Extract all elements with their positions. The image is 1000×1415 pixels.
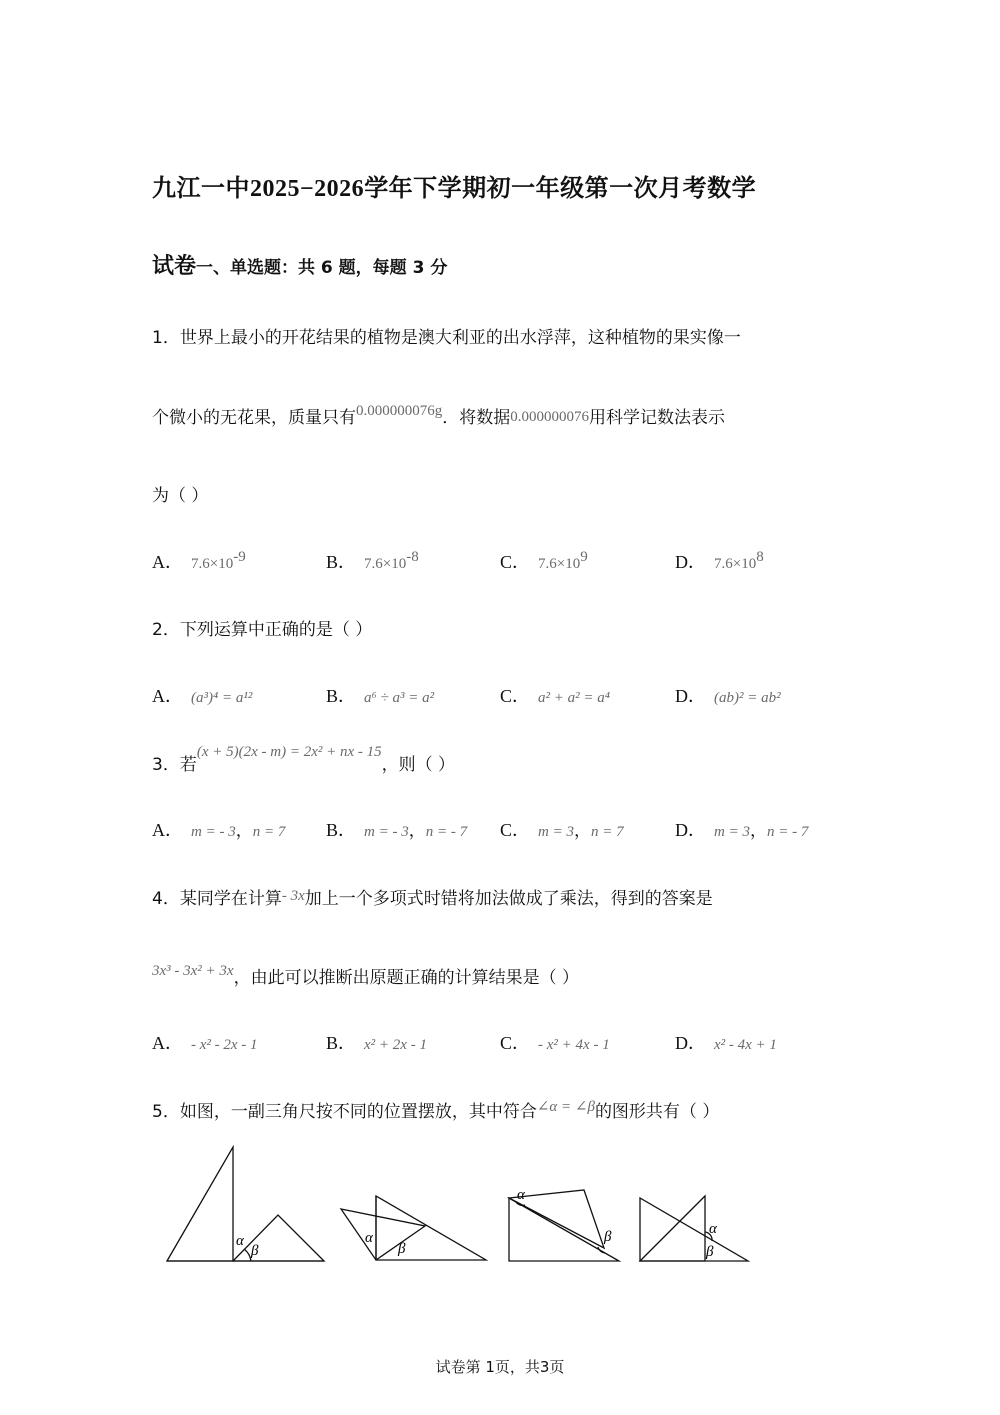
fig2-beta-label: β [398, 1241, 406, 1257]
option-separator: ， [573, 821, 591, 841]
q1-line1: 1．世界上最小的开花结果的植物是澳大利亚的出水浮萍，这种植物的果实像一 [152, 328, 741, 348]
option-value: 7.6×10 [714, 556, 757, 572]
title-suffix: 学年下学期初一年级第一次月考数学 [364, 174, 757, 202]
q1-line2a: 个微小的无花果，质量只有 [152, 408, 356, 428]
option-value: - x² - 2x - 1 [191, 1037, 258, 1053]
q4-answer: 3x³ - 3x² + 3x [152, 963, 234, 979]
option-separator: ， [408, 821, 426, 841]
option-label: C． [500, 1033, 531, 1053]
q2-stem: 2．下列运算中正确的是（ ） [152, 620, 373, 640]
q4-term: - 3x [281, 888, 305, 904]
option-exponent: 8 [756, 549, 764, 565]
q4-line2-text: ，由此可以推断出原题正确的计算结果是（ ） [233, 968, 579, 988]
option-label: C． [500, 686, 531, 706]
option-value: a⁶ ÷ a³ = a² [364, 690, 435, 706]
title-prefix: 九江一中 [152, 174, 250, 202]
option-label: A． [152, 820, 183, 840]
option-n-value: n = - 7 [766, 824, 809, 840]
option-m-value: m = - 3 [191, 824, 236, 840]
option-value: 7.6×10 [538, 556, 581, 572]
option-label: B． [326, 1033, 357, 1053]
q3-prefix: 3．若 [152, 755, 197, 775]
q5-condition: ∠α = ∠β [536, 1099, 595, 1115]
figure-3 [509, 1190, 619, 1261]
option-m-value: m = 3 [714, 824, 750, 840]
option-separator: ， [235, 821, 253, 841]
q1-line2b: ．将数据 [442, 408, 511, 428]
figure-4 [640, 1196, 748, 1261]
option-value: a² + a² = a⁴ [538, 690, 610, 706]
option-label: C． [500, 820, 531, 840]
q1-mass: 0.000000076g [356, 403, 443, 419]
page-footer: 试卷第 1页，共3页 [435, 1358, 565, 1376]
fig3-alpha-label: α [517, 1187, 525, 1203]
q4-prefix: 4．某同学在计算 [152, 889, 282, 909]
option-n-value: n = - 7 [425, 824, 468, 840]
option-exponent: -9 [233, 549, 246, 565]
fig1-alpha-label: α [236, 1233, 244, 1249]
option-label: A． [152, 1033, 183, 1053]
q3-equation: (x + 5)(2x - m) = 2x² + nx - 15 [196, 744, 382, 760]
option-label: B． [326, 820, 357, 840]
fig4-alpha-label: α [709, 1221, 717, 1237]
option-value: - x² + 4x - 1 [538, 1037, 610, 1053]
q1-line3: 为（ ） [152, 486, 209, 506]
option-m-value: m = - 3 [364, 824, 409, 840]
q1-line2c: 用科学记数法表示 [589, 408, 725, 428]
option-value: (ab)² = ab² [714, 690, 781, 706]
option-separator: ， [749, 821, 767, 841]
q5-suffix: 的图形共有（ ） [594, 1102, 720, 1122]
figure-2 [341, 1196, 486, 1260]
option-value: (a³)⁴ = a¹² [191, 690, 253, 706]
option-exponent: -8 [406, 549, 419, 565]
fig2-alpha-label: α [365, 1230, 373, 1246]
fig1-beta-label: β [251, 1243, 259, 1259]
title-years: 2025−2026 [250, 176, 365, 202]
option-label: B． [326, 686, 357, 706]
option-label: A． [152, 552, 183, 572]
option-value: 7.6×10 [364, 556, 407, 572]
fig3-beta-label: β [604, 1229, 612, 1245]
fig4-beta-label: β [706, 1244, 714, 1260]
q4-mid: 加上一个多项式时错将加法做成了乘法，得到的答案是 [304, 889, 713, 909]
option-n-value: n = 7 [252, 824, 286, 840]
option-label: D． [675, 552, 706, 572]
section-prefix: 试卷 [152, 254, 197, 279]
figure-1 [167, 1147, 324, 1261]
q1-data: 0.000000076 [510, 409, 589, 425]
option-label: B． [326, 552, 357, 572]
option-label: D． [675, 1033, 706, 1053]
option-label: D． [675, 820, 706, 840]
option-label: A． [152, 686, 183, 706]
q3-suffix: ，则（ ） [381, 755, 456, 775]
option-value: x² + 2x - 1 [364, 1037, 427, 1053]
option-m-value: m = 3 [538, 824, 574, 840]
option-label: D． [675, 686, 706, 706]
option-value: x² - 4x + 1 [714, 1037, 777, 1053]
q5-prefix: 5．如图，一副三角尺按不同的位置摆放，其中符合 [152, 1102, 537, 1122]
option-value: 7.6×10 [191, 556, 234, 572]
option-n-value: n = 7 [590, 824, 624, 840]
option-exponent: 9 [580, 549, 588, 565]
section-text: 一、单选题：共 6 题，每题 3 分 [196, 258, 448, 278]
option-label: C． [500, 552, 531, 572]
